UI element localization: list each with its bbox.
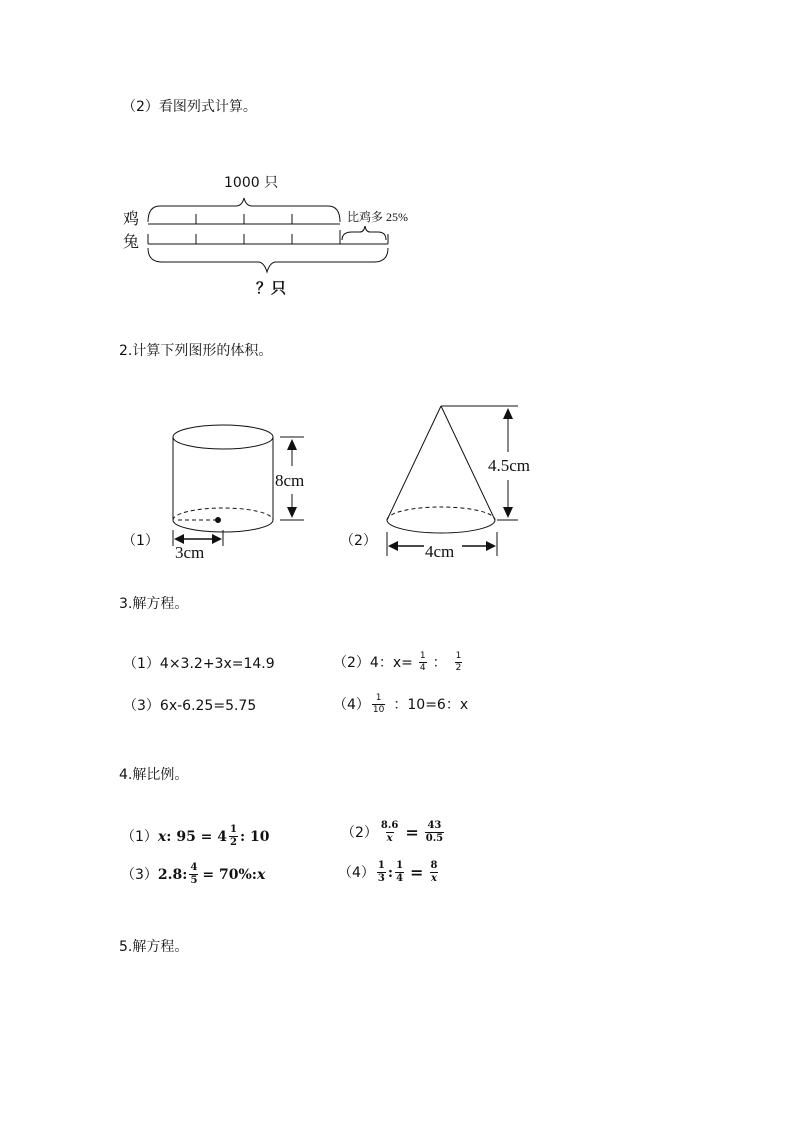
bottom-label: ？只 [256, 279, 287, 297]
proportion-4-fraction-1: $\frac{1}{3}$ [377, 860, 385, 884]
proportion-4-expr: $\frac{1}{3}$ : $\frac{1}{4}$ = $\frac{8}{x}$ [377, 860, 438, 884]
equation-3-expr: 6x-6.25=5.75 [159, 698, 257, 714]
proportion-4-index: （4） [338, 864, 375, 881]
equation-2-fraction-1: $\frac{1}{4}$ [419, 651, 426, 673]
equation-1 [123, 655, 275, 673]
rabbit-label: 兔 [123, 232, 140, 251]
equation-4-rest: ：10=6：x [393, 696, 469, 713]
proportion-3-expr: 2.8: $\frac{4}{5}$ = 70%: x [157, 862, 266, 886]
proportion-2 [341, 820, 446, 845]
cone-height-label: 4.5cm [488, 456, 531, 475]
equation-2-sep: ： [432, 654, 447, 671]
proportion-3-fraction: $\frac{4}{5}$ [190, 862, 198, 886]
proportion-2-fraction-2: $\frac{43}{0.5}$ [425, 820, 444, 844]
equation-4-fraction: $\frac{1}{10}$ [372, 693, 385, 715]
equation-4-index: （4） [333, 696, 370, 713]
section3-heading: 3.解方程。 [119, 596, 189, 612]
cone-diameter-label: 4cm [425, 542, 455, 561]
section5-heading: 5.解方程。 [119, 939, 189, 955]
section4-heading: 4.解比例。 [119, 767, 189, 783]
side-note: 比鸡多 25% [347, 210, 408, 224]
equation-1-expr: 4×3.2+3x=14.9 [159, 656, 275, 672]
equation-4 [333, 693, 468, 716]
proportion-4-fraction-2: $\frac{1}{4}$ [396, 860, 404, 884]
proportion-1-fraction: $\frac{1}{2}$ [230, 824, 237, 848]
cylinder-index: （1） [122, 533, 159, 549]
equation-2-fraction-2: $\frac{1}{2}$ [455, 651, 462, 673]
cylinder-height-label: 8cm [275, 471, 305, 490]
proportion-2-fraction-1: $\frac{8.6}{x}$ [380, 820, 399, 844]
proportion-3-index: （3） [121, 866, 158, 883]
proportion-2-index: （2） [341, 824, 378, 841]
cone-index: （2） [340, 533, 377, 549]
equation-1-index: （1） [123, 656, 160, 672]
equation-3-index: （3） [123, 698, 160, 714]
cylinder-radius-label: 3cm [175, 543, 205, 562]
equation-2-lhs: 4：x= [369, 654, 413, 671]
chicken-label: 鸡 [123, 209, 140, 228]
equation-3 [123, 697, 256, 715]
proportion-1 [121, 824, 270, 849]
top-label: 1000 只 [224, 175, 279, 191]
section1-heading: （2）看图列式计算。 [122, 99, 257, 115]
proportion-2-expr: $\frac{8.6}{x}$ = $\frac{43}{0.5}$ [380, 820, 444, 844]
section2-heading: 2.计算下列图形的体积。 [119, 343, 273, 359]
proportion-4 [338, 860, 440, 885]
equation-2-index: （2） [333, 654, 370, 671]
proportion-1-index: （1） [121, 828, 158, 845]
proportion-4-fraction-3: $\frac{8}{x}$ [430, 860, 438, 884]
proportion-3 [121, 862, 265, 887]
proportion-1-expr: x : 95 = 4 $\frac{1}{2}$ : 10 [157, 824, 270, 848]
equation-2 [333, 651, 464, 674]
